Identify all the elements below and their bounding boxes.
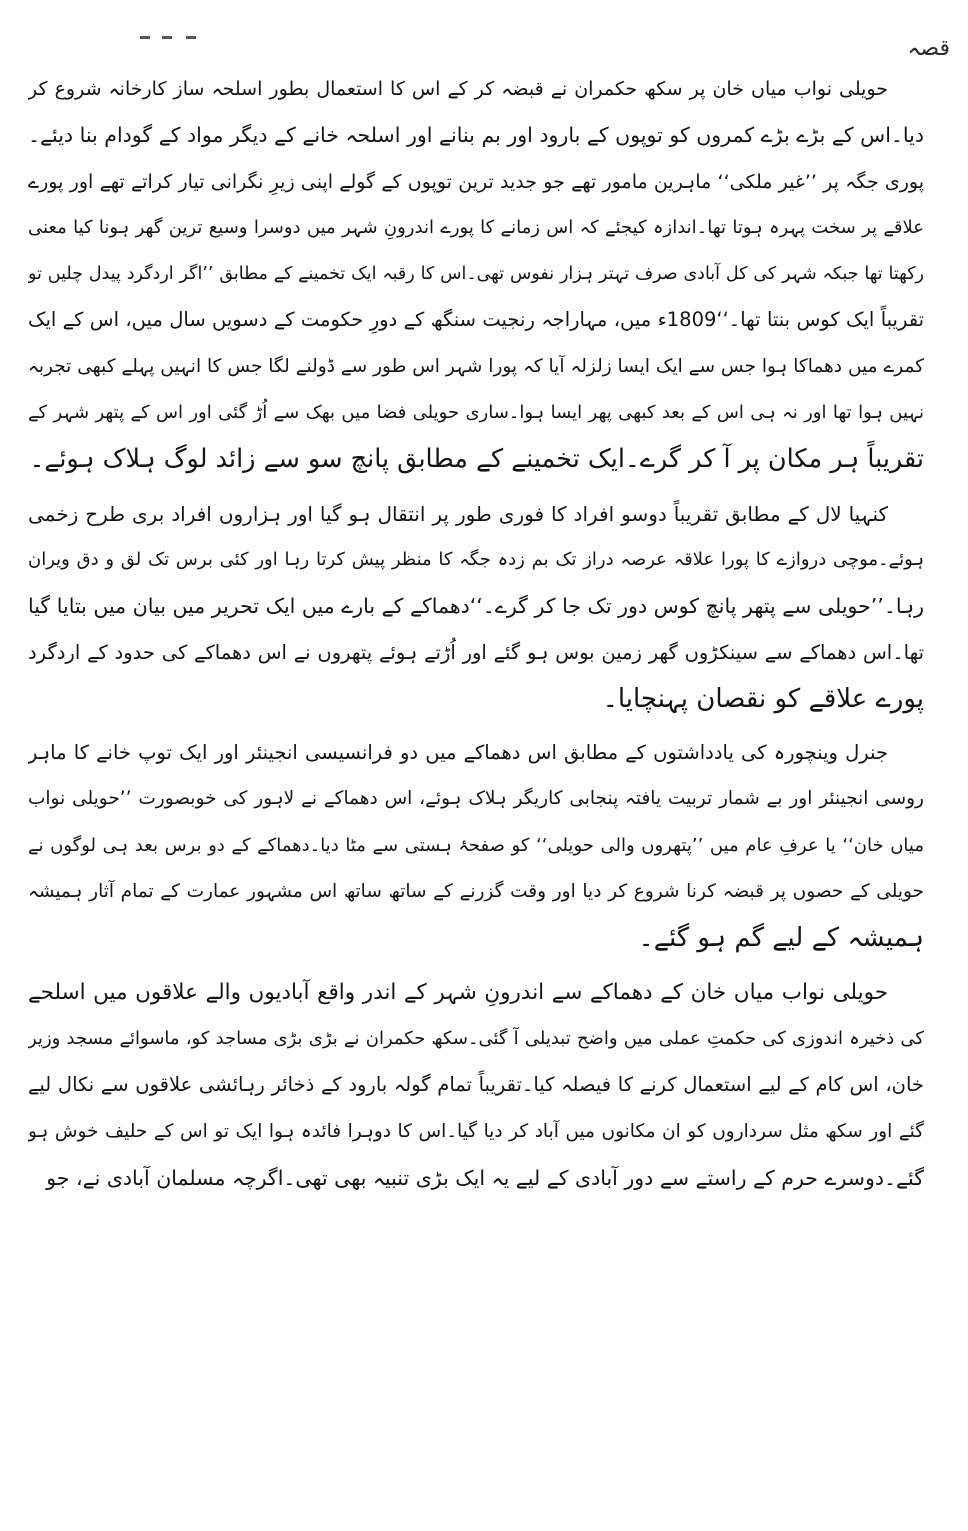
paragraph-gap	[28, 962, 924, 970]
text-line: حویلی نواب میاں خان کے دھماکے سے اندرونِ شہر کے اندر واقع آبادیوں والے علاقوں میں اسلحے	[28, 979, 888, 1005]
text-line: رہا۔’’حویلی سے پتھر پانچ کوس دور تک جا کر گرے۔‘‘دھماکے کے بارے میں ایک تحریر میں بیان میں بتایا گیا	[28, 594, 924, 619]
paragraph-gap	[28, 722, 924, 730]
text-line: ہوئے۔موچی دروازے کا پورا علاقہ عرصہ دراز تک بم زدہ جگہ کا منظر پیش کرتا رہا اور کئی برس تک لق و دق ویران	[28, 548, 924, 570]
text-line: تھا۔اس دھماکے سے سینکڑوں گھر زمین بوس ہو گئے اور اُڑتے ہوئے پتھروں نے اس دھماکے کی حدود کے اردگرد	[28, 640, 924, 664]
text-line: علاقے پر سخت پہرہ ہوتا تھا۔اندازہ کیجئے کہ اس زمانے کا پورے اندرونِ شہر میں دوسرا وسیع ترین گھر ہونا کیا معنی	[28, 216, 924, 238]
text-line: کنہیا لال کے مطابق تقریباً دوسو افراد کا فوری طور پر انتقال ہو گیا اور ہزاروں افراد بری طرح زخمی	[28, 501, 888, 526]
text-line: پورے علاقے کو نقصان پہنچایا۔	[602, 683, 924, 714]
text-line: حویلی کے حصوں پر قبضہ کرنا شروع کر دیا اور وقت گزرنے کے ساتھ ساتھ اس مشہور عمارت کے تمام آثار ہمیشہ	[28, 881, 924, 903]
text-line: کی ذخیرہ اندوزی کی حکمتِ عملی میں واضح تبدیلی آ گئی۔سکھ حکمران نے بڑی بڑی مساجد کو، ماسوائے مسجد وزیر	[28, 1027, 924, 1049]
text-line: تقریباً ایک کوس بنتا تھا۔‘‘1809ء میں، مہاراجہ رنجیت سنگھ کے دورِ حکومت کے دسویں سال میں، اس کے ایک	[28, 308, 924, 332]
body-text	[28, 66, 924, 1201]
text-line: ہمیشہ کے لیے گم ہو گئے۔	[638, 923, 924, 954]
paragraph	[28, 970, 924, 1201]
paragraph	[28, 491, 924, 722]
text-line: کمرے میں دھماکا ہوا جس سے ایک ایسا زلزلہ آیا کہ پورا شہر اس طور سے ڈولنے لگا جس کا انہیں پہلے کبھی تجربہ	[28, 355, 924, 377]
text-line: دیا۔اس کے بڑے بڑے کمروں کو توپوں کے بارود اور بم بنانے اور اسلحہ خانے کے دیگر مواد کے گودام بنا دیئے۔	[28, 123, 924, 148]
paragraph	[28, 66, 924, 483]
text-line: تقریباً ہر مکان پر آ کر گرے۔ایک تخمینے کے مطابق پانچ سو سے زائد لوگ ہلاک ہوئے۔	[29, 444, 924, 475]
running-header: قصہ	[907, 36, 950, 61]
header-scan-marks	[140, 30, 220, 40]
text-line: گئے۔دوسرے حرم کے راستے سے دور آبادی کے لیے یہ ایک بڑی تنبیہ بھی تھی۔اگرچہ مسلمان آبادی نے، جو	[46, 1165, 924, 1190]
text-line: میاں خان‘‘ یا عرفِ عام میں ’’پتھروں والی حویلی‘‘ کو صفحۂ ہستی سے مٹا دیا۔دھماکے کے دو برس بعد ہی لوگوں نے	[28, 834, 924, 856]
text-line: پوری جگہ پر ’’غیر ملکی‘‘ ماہرین مامور تھے جو جدید ترین توپوں کے گولے اپنی زیرِ نگرانی تیار کراتے تھے اور پورے	[28, 170, 924, 193]
text-line: روسی انجینئر اور بے شمار تربیت یافتہ پنجابی کاریگر ہلاک ہوئے، اس دھماکے نے لاہور کی خوبصورت ’’حویلی نواب	[28, 788, 924, 810]
paragraph	[28, 730, 924, 961]
text-line: گئے اور سکھ مثل سرداروں کو ان مکانوں میں آباد کر دیا گیا۔اس کا دوہرا فائدہ ہوا ایک تو اس کے حلیف خوش ہو	[28, 1120, 924, 1142]
text-line: نہیں ہوا تھا اور نہ ہی اس کے بعد کبھی پھر ایسا ہوا۔ساری حویلی فضا میں بھک سے اُڑ گئی اور اس کے پتھر شہر کے	[28, 402, 924, 424]
text-line: حویلی نواب میاں خان پر سکھ حکمران نے قبضہ کر کے اس کا استعمال بطور اسلحہ ساز کارخانہ شروع کر	[28, 78, 888, 100]
text-line: خان، اس کام کے لیے استعمال کرنے کا فیصلہ کیا۔تقریباً تمام گولہ بارود کے ذخائر رہائشی علاقوں سے نکال لیے	[28, 1073, 924, 1097]
text-line: جنرل وینچورہ کی یادداشتوں کے مطابق اس دھماکے میں دو فرانسیسی انجینئر اور ایک توپ خانے کا ماہر	[28, 741, 888, 765]
text-line: رکھتا تھا جبکہ شہر کی کل آبادی صرف تہتر ہزار نفوس تھی۔اس کا رقبہ ایک تخمینے کے مطابق ’’اگر اردگرد پیدل چلیں تو	[28, 264, 924, 285]
paragraph-gap	[28, 483, 924, 491]
